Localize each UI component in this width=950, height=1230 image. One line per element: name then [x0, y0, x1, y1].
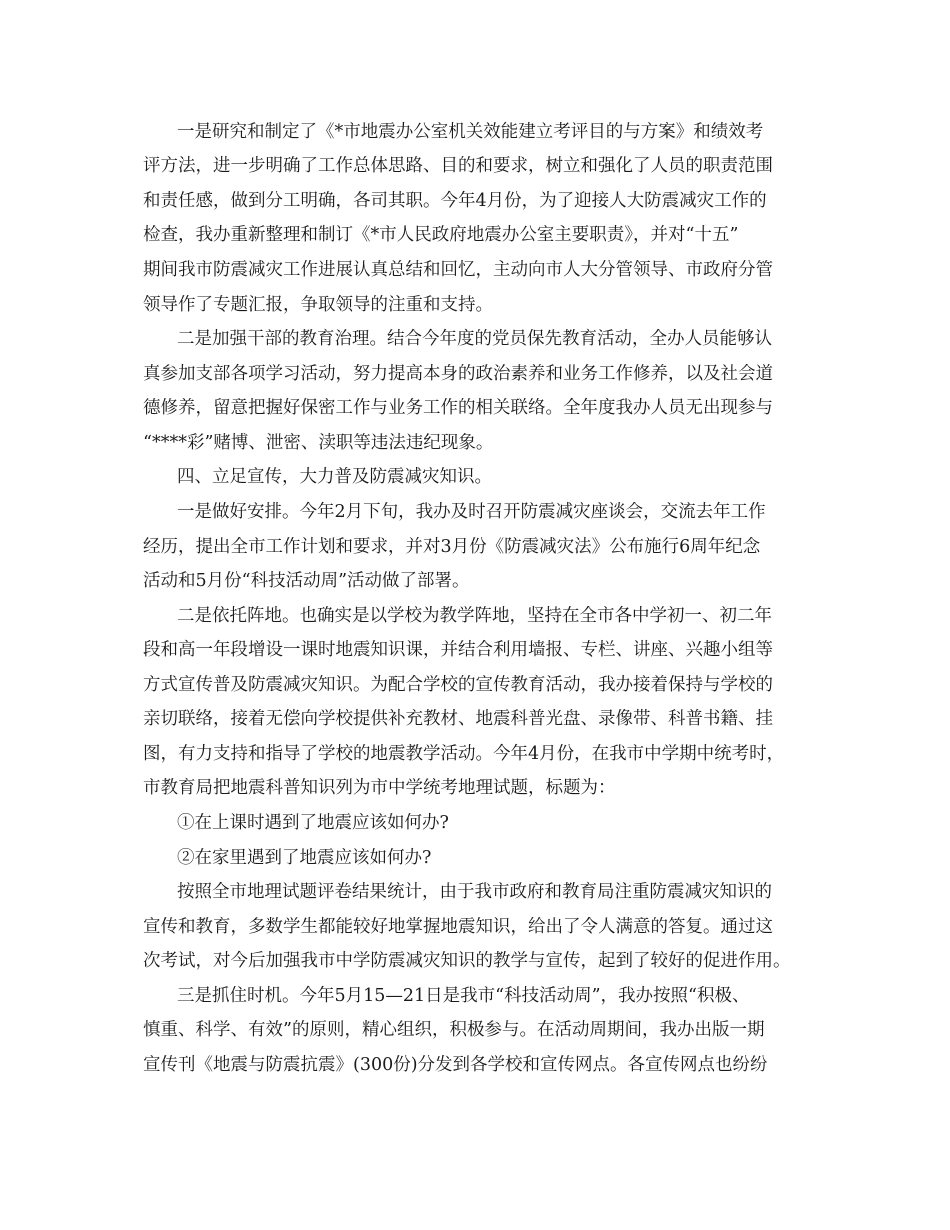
- paragraph-6-line-2: 慎重、科学、有效”的原则，精心组织，积极参与。在活动周期间，我办出版一期: [143, 1020, 765, 1040]
- paragraph-4-line-4: 亲切联络，接着无偿向学校提供补充教材、地震科普光盘、录像带、科普书籍、挂: [143, 709, 773, 729]
- paragraph-5-line-2: 宣传和教育，多数学生都能较好地掌握地震知识，给出了令人满意的答复。通过这: [143, 917, 773, 937]
- paragraph-1-line-6: 领导作了专题汇报，争取领导的注重和支持。: [143, 295, 493, 315]
- paragraph-1-line-2: 评方法，进一步明确了工作总体思路、目的和要求，树立和强化了人员的职责范围: [143, 156, 773, 176]
- paragraph-2-line-1: 二是加强干部的教育治理。结合今年度的党员保先教育活动，全办人员能够认: [177, 329, 772, 349]
- exam-question-2: ②在家里遇到了地震应该如何办?: [177, 848, 432, 868]
- paragraph-3-line-3: 活动和5月份“科技活动周”活动做了部署。: [143, 571, 470, 591]
- paragraph-1-line-3: 和责任感，做到分工明确，各司其职。今年4月份，为了迎接人大防震减灾工作的: [143, 191, 767, 211]
- paragraph-4-line-1: 二是依托阵地。也确实是以学校为教学阵地，坚持在全市各中学初一、初二年: [177, 606, 772, 626]
- exam-question-1: ①在上课时遇到了地震应该如何办?: [177, 813, 449, 833]
- paragraph-1-line-5: 期间我市防震减灾工作进展认真总结和回忆，主动向市人大分管领导、市政府分管: [143, 260, 773, 280]
- paragraph-5-line-3: 次考试，对今后加强我市中学防震减灾知识的教学与宣传，起到了较好的促进作用。: [143, 951, 791, 971]
- paragraph-1-line-1: 一是研究和制定了《*市地震办公室机关效能建立考评目的与方案》和绩效考: [177, 122, 764, 142]
- paragraph-3-line-1: 一是做好安排。今年2月下旬，我办及时召开防震减灾座谈会，交流去年工作: [177, 502, 766, 522]
- paragraph-4-line-2: 段和高一年段增设一课时地震知识课，并结合利用墙报、专栏、讲座、兴趣小组等: [143, 640, 773, 660]
- paragraph-6-line-1: 三是抓住时机。今年5月15—21日是我市“科技活动周”，我办按照“积极、: [177, 986, 750, 1006]
- paragraph-1-line-4: 检查，我办重新整理和制订《*市人民政府地震办公室主要职责》，并对“十五”: [143, 225, 739, 245]
- paragraph-4-line-6: 市教育局把地震科普知识列为市中学统考地理试题，标题为：: [143, 778, 616, 798]
- paragraph-4-line-5: 图，有力支持和指导了学校的地震教学活动。今年4月份，在我市中学期中统考时，: [143, 744, 785, 764]
- paragraph-2-line-4: “****彩”赌博、泄密、渎职等违法违纪现象。: [143, 433, 494, 453]
- paragraph-6-line-3: 宣传刊《地震与防震抗震》(300份)分发到各学校和宣传网点。各宣传网点也纷纷: [143, 1055, 768, 1075]
- paragraph-2-line-2: 真参加支部各项学习活动，努力提高本身的政治素养和业务工作修养，以及社会道: [143, 364, 773, 384]
- paragraph-4-line-3: 方式宣传普及防震减灾知识。为配合学校的宣传教育活动，我办接着保持与学校的: [143, 675, 773, 695]
- paragraph-5-line-1: 按照全市地理试题评卷结果统计，由于我市政府和教育局注重防震减灾知识的: [177, 882, 772, 902]
- paragraph-3-line-2: 经历，提出全市工作计划和要求，并对3月份《防震减灾法》公布施行6周年纪念: [143, 537, 761, 557]
- section-heading: 四、立足宣传，大力普及防震减灾知识。: [177, 467, 492, 487]
- paragraph-2-line-3: 德修养，留意把握好保密工作与业务工作的相关联络。全年度我办人员无出现参与: [143, 398, 773, 418]
